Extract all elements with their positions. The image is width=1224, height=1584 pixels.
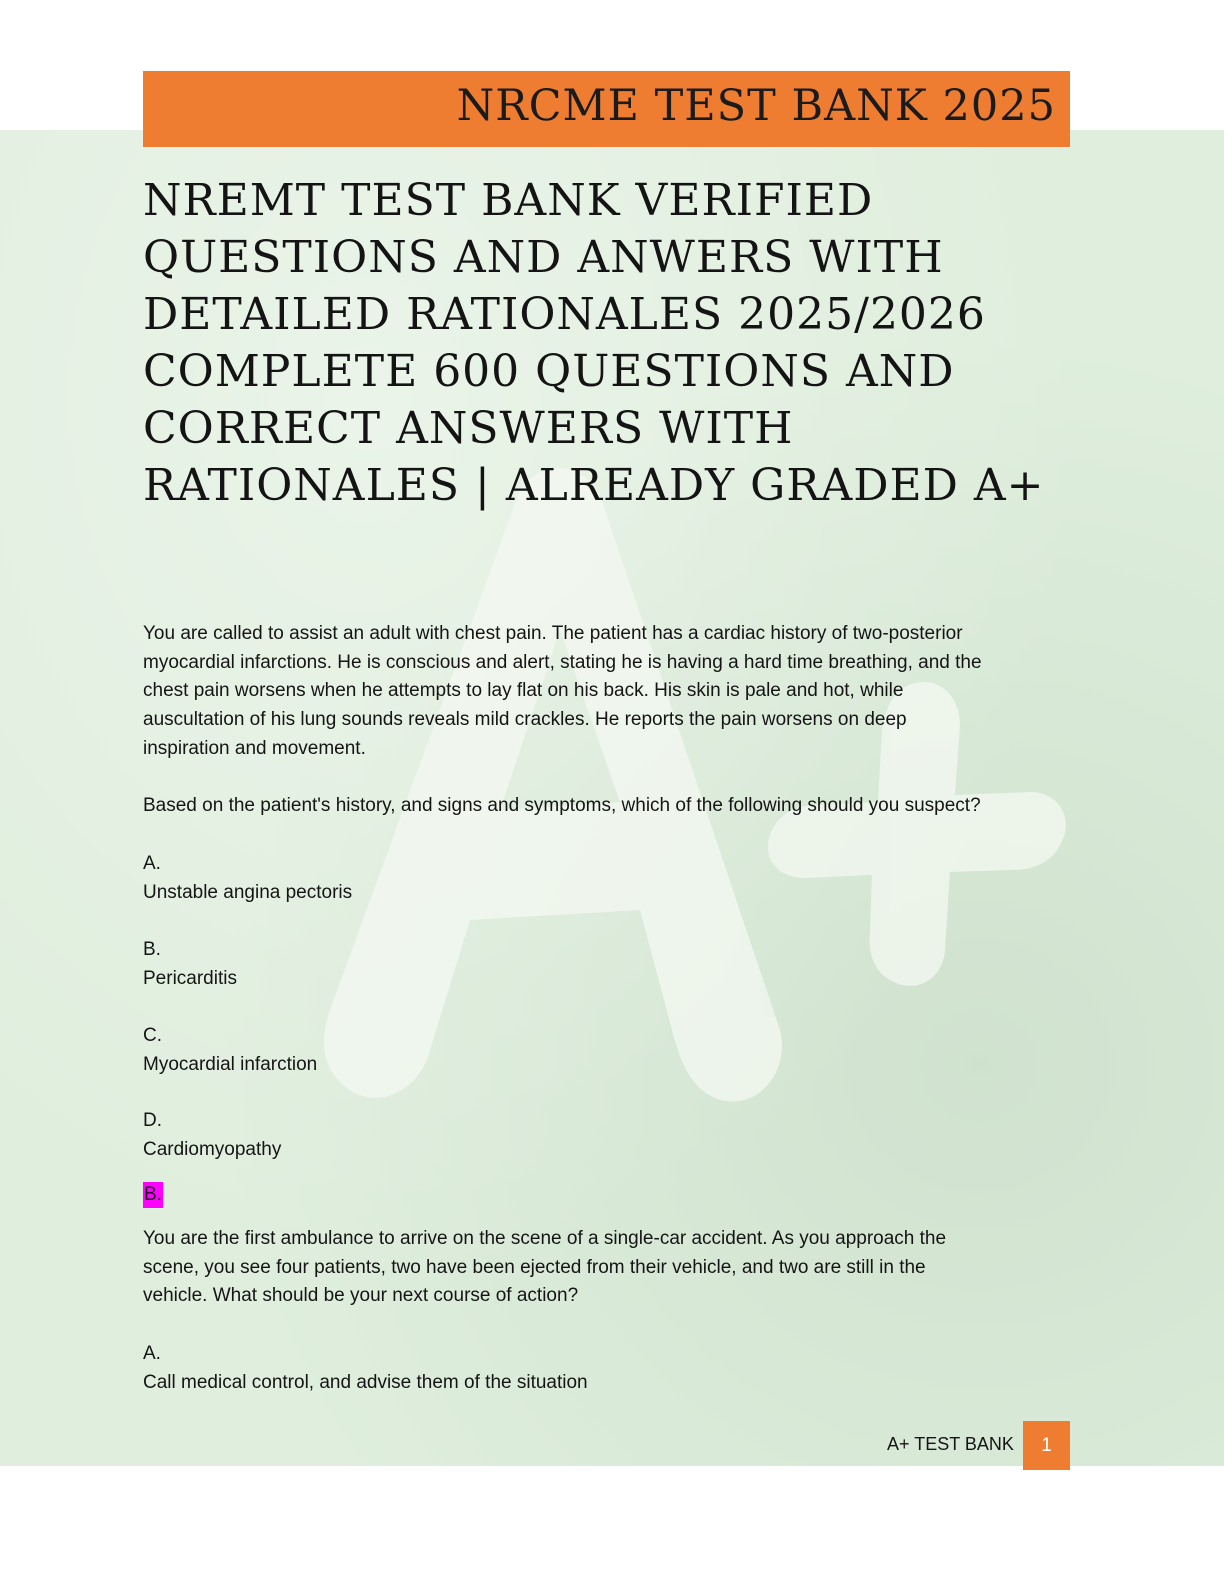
stem-line: scene, you see four patients, two have been ejected from their vehicle, and two are still in the <box>143 1256 926 1278</box>
question-1-prompt <box>143 792 1073 821</box>
title-line: RATIONALES | ALREADY GRADED A+ <box>143 460 1045 511</box>
stem-line: You are the first ambulance to arrive on the scene of a single-car accident. As you approach the <box>143 1228 947 1249</box>
footer-label: A+ TEST BANK <box>887 1434 1014 1454</box>
question-1-option-c <box>143 1022 1073 1079</box>
option-text: Unstable angina pectoris <box>143 881 353 903</box>
option-letter: A. <box>143 1343 161 1364</box>
option-letter: A. <box>143 853 161 874</box>
stem-line: myocardial infarctions. He is conscious and alert, stating he is having a hard time breathing, and the <box>143 651 982 673</box>
option-letter: B. <box>143 939 161 960</box>
question-2-option-a <box>143 1340 1073 1397</box>
banner-title: NRCME TEST BANK 2025 <box>456 81 1056 131</box>
title-line: DETAILED RATIONALES 2025/2026 <box>143 289 986 340</box>
option-text: Pericarditis <box>143 967 237 989</box>
title-line: COMPLETE 600 QUESTIONS AND <box>143 346 955 397</box>
question-1-option-d <box>143 1107 1073 1164</box>
question-1-option-a <box>143 850 1073 907</box>
page-number: 1 <box>1023 1421 1070 1470</box>
option-letter: D. <box>143 1110 162 1131</box>
stem-line: auscultation of his lung sounds reveals mild crackles. He reports the pain worsens on deep <box>143 709 907 731</box>
title-line: QUESTIONS AND ANWERS WITH <box>143 232 944 283</box>
stem-line: inspiration and movement. <box>143 737 366 759</box>
header-banner <box>143 71 1070 147</box>
stem-line: chest pain worsens when he attempts to lay flat on his back. His skin is pale and hot, while <box>143 680 904 702</box>
question-2-stem <box>143 1225 1073 1311</box>
option-text: Call medical control, and advise them of the situation <box>143 1371 588 1393</box>
stem-line: You are called to assist an adult with chest pain. The patient has a cardiac history of two-posterior <box>143 623 963 644</box>
option-letter: C. <box>143 1025 162 1046</box>
question-1-stem <box>143 620 1073 764</box>
question-1-option-b <box>143 936 1073 993</box>
option-text: Myocardial infarction <box>143 1053 318 1075</box>
stem-line: vehicle. What should be your next course of action? <box>143 1285 579 1307</box>
answer-highlight: B. <box>143 1182 163 1208</box>
document-title <box>143 172 1143 514</box>
title-line: CORRECT ANSWERS WITH <box>143 403 794 454</box>
title-line: NREMT TEST BANK VERIFIED <box>143 175 874 226</box>
option-text: Cardiomyopathy <box>143 1138 282 1160</box>
prompt-text: Based on the patient's history, and signs and symptoms, which of the following should you suspect? <box>143 795 981 816</box>
